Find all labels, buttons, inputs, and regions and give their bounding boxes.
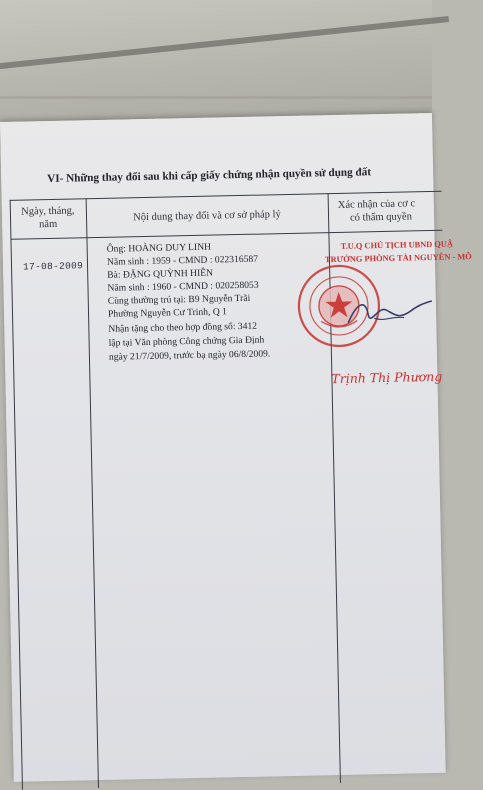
table-header-border: [10, 230, 442, 240]
column-header-content: Nội dung thay đổi và cơ sở pháp lý: [133, 209, 281, 224]
column-header-date-line2: năm: [38, 218, 58, 231]
certificate-page: [0, 113, 472, 782]
column-header-confirm-line2: có thẩm quyền: [349, 211, 413, 224]
column-header-date-line1: Ngày, tháng,: [21, 205, 75, 218]
column-header-confirm-line1: Xác nhận của cơ c: [337, 198, 416, 211]
section-heading: VI- Những thay đổi sau khi cấp giấy chứng nhận quyền sử dụng đất: [47, 166, 372, 186]
entry-line-owner-male: Ông: HOÀNG DUY LINH: [106, 241, 212, 255]
entry-line-owner-male-id: Năm sinh : 1959 - CMND : 022316587: [106, 253, 259, 268]
confirm-authority-line1: T.U.Q CHỦ TỊCH UBND QUẬ: [340, 239, 454, 251]
entry-line-ward: Phường Nguyễn Cư Trinh, Q 1: [107, 306, 228, 320]
entry-line-dates: ngày 21/7/2009, trước bạ ngày 06/8/2009.: [108, 348, 271, 363]
desk-seam-secondary: [0, 96, 432, 99]
entry-line-contract: Nhận tặng cho theo hợp đồng số: 3412: [108, 320, 258, 335]
entry-line-notary: lập tại Văn phòng Công chứng Gia Định: [108, 334, 265, 349]
entry-date: 17-08-2009: [22, 260, 84, 273]
table-column-divider-1: [86, 198, 99, 788]
table-left-border: [10, 200, 23, 790]
signature-scribble: [344, 291, 435, 333]
column-header-date: [12, 204, 85, 232]
confirm-authority-line2: TRƯỞNG PHÒNG TÀI NGUYÊN - MÔ: [324, 252, 472, 265]
entry-line-address: Cùng thường trú tại: B9 Nguyễn Trãi: [107, 292, 251, 307]
entry-line-owner-female: Bà: ĐẶNG QUỲNH HIÊN: [107, 267, 214, 281]
entry-line-owner-female-id: Năm sinh : 1960 - CMND : 020258053: [107, 279, 259, 294]
signer-name: Trịnh Thị Phương: [331, 368, 443, 387]
column-header-confirm: [332, 197, 453, 226]
